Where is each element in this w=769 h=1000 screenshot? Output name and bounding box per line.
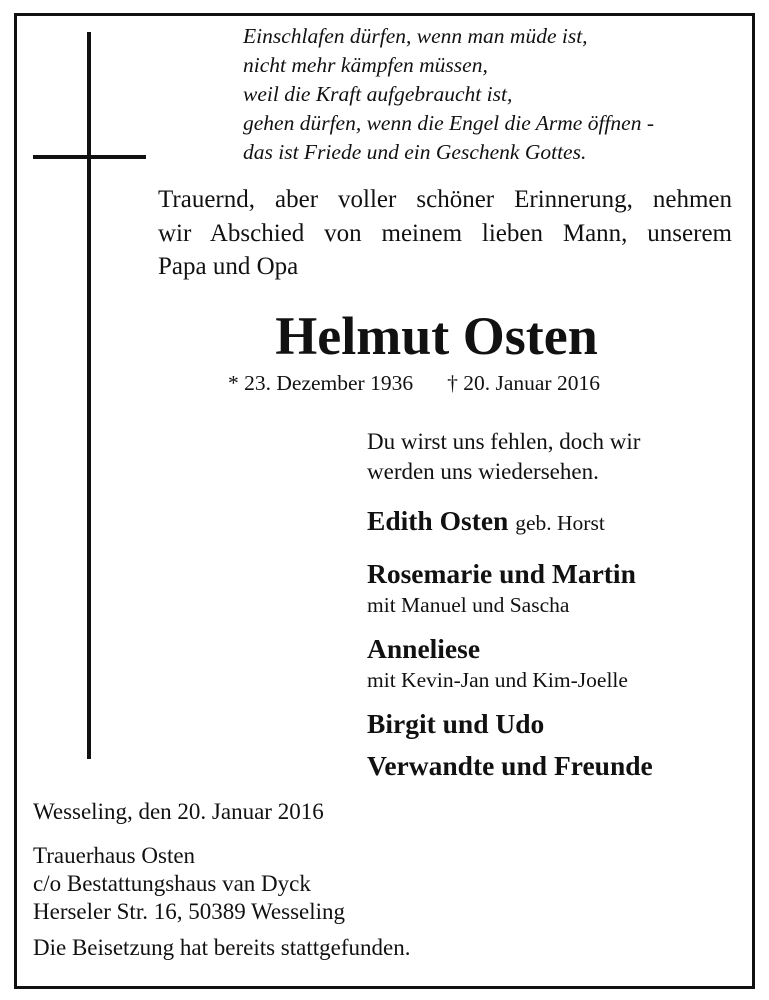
mourner-name-text: Edith Osten xyxy=(367,505,509,536)
address-line: Trauerhaus Osten xyxy=(33,843,196,868)
intro-text xyxy=(158,183,732,284)
burial-notice: Die Beisetzung hat bereits stattgefunden. xyxy=(33,935,411,960)
death-date: † 20. Januar 2016 xyxy=(447,371,600,395)
quote-line: Du wirst uns fehlen, doch wir xyxy=(367,429,641,454)
birth-date: * 23. Dezember 1936 xyxy=(228,371,414,395)
mourner-sub: mit Manuel und Sascha xyxy=(367,593,570,617)
intro-line: Trauernd, aber voller schöner Erinnerung, nehmen xyxy=(158,186,732,213)
mourner-name: Birgit und Udo xyxy=(367,708,545,739)
mourner-name xyxy=(367,502,653,542)
mourning-address xyxy=(33,842,410,926)
poem xyxy=(243,22,654,167)
mourners-list xyxy=(367,502,653,785)
intro-line: Papa und Opa xyxy=(158,253,299,280)
mourner-sub: mit Kevin-Jan und Kim-Joelle xyxy=(367,668,628,692)
address-line: Herseler Str. 16, 50389 Wesseling xyxy=(33,899,346,924)
intro-line: wir Abschied von meinem lieben Mann, unserem xyxy=(158,219,732,247)
address-line: c/o Bestattungshaus van Dyck xyxy=(33,871,311,896)
mourner-name: Verwandte und Freunde xyxy=(367,750,653,781)
mourner-note: geb. Horst xyxy=(515,511,605,535)
poem-line: Einschlafen dürfen, wenn man müde ist, xyxy=(243,24,588,48)
deceased-name: Helmut Osten xyxy=(275,306,598,366)
footer xyxy=(33,798,410,962)
farewell-quote xyxy=(367,427,640,487)
mourner-name: Rosemarie und Martin xyxy=(367,558,636,589)
place-date: Wesseling, den 20. Januar 2016 xyxy=(33,799,324,824)
life-dates xyxy=(228,368,600,398)
poem-line: nicht mehr kämpfen müssen, xyxy=(243,53,488,77)
mourner-name: Anneliese xyxy=(367,633,481,664)
cross-icon-bar xyxy=(33,155,146,159)
poem-line: weil die Kraft aufgebraucht ist, xyxy=(243,82,513,106)
poem-line: das ist Friede und ein Geschenk Gottes. xyxy=(243,140,587,164)
cross-icon xyxy=(87,32,91,759)
poem-line: gehen dürfen, wenn die Engel die Arme öffnen - xyxy=(243,111,654,135)
quote-line: werden uns wiedersehen. xyxy=(367,459,599,484)
